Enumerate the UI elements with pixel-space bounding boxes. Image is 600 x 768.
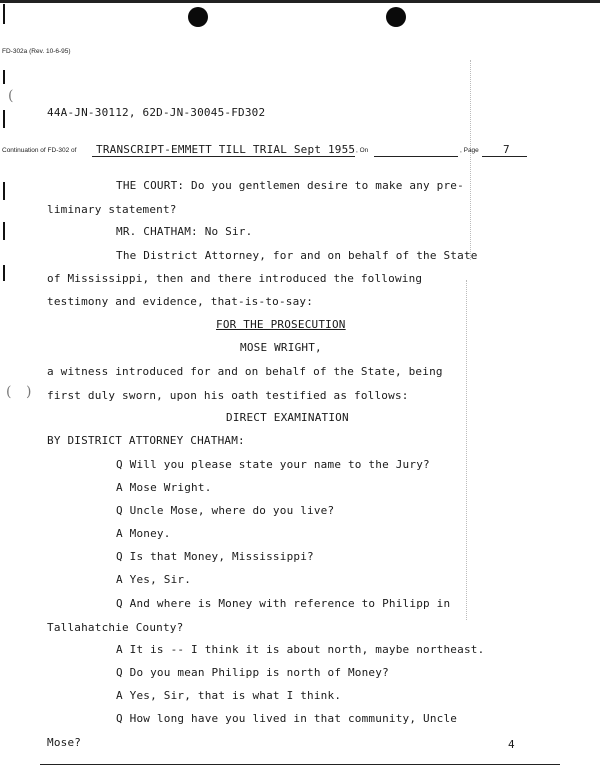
answer-line: A Yes, Sir. [116,573,192,586]
section-heading: FOR THE PROSECUTION [216,318,346,331]
punch-hole-left [188,7,208,27]
answer-line: A Yes, Sir, that is what I think. [116,689,342,702]
question-line: Q Will you please state your name to the Jury? [116,458,430,471]
answer-line: A Money. [116,527,171,540]
text-line: a witness introduced for and on behalf of the State, being [47,365,443,378]
examination-heading: DIRECT EXAMINATION [226,411,349,424]
header-page-number: 7 [503,143,510,156]
text-line: testimony and evidence, that-is-to-say: [47,295,314,308]
question-line: Q How long have you lived in that community, Uncle [116,712,458,725]
page-blank [482,156,527,157]
margin-mark [3,70,5,84]
transcript-page-number: 4 [508,738,515,751]
form-number: FD-302a (Rev. 10-6-95) [2,48,71,55]
text-line: MR. CHATHAM: No Sir. [116,225,253,238]
continuation-label: Continuation of FD-302 of [2,147,77,154]
on-label: , On [356,147,369,154]
punch-hole-right [386,7,406,27]
text-line: first duly sworn, upon his oath testified as follows: [47,389,409,402]
text-line: The District Attorney, for and on behalf of the State [116,249,478,262]
witness-name: MOSE WRIGHT, [240,341,322,354]
answer-line: A It is -- I think it is about north, maybe northeast. [116,643,485,656]
bottom-rule [40,764,560,765]
examiner-line: BY DISTRICT ATTORNEY CHATHAM: [47,434,245,447]
text-line: Tallahatchie County? [47,621,184,634]
stray-mark: ) [26,384,32,400]
text-line: THE COURT: Do you gentlemen desire to make any pre- [116,179,464,192]
margin-mark [3,265,5,281]
date-blank [374,156,458,157]
text-line: liminary statement? [47,203,177,216]
question-line: Q And where is Money with reference to Philipp in [116,597,451,610]
text-line: Mose? [47,736,82,749]
scan-artifact [470,60,472,260]
margin-mark [3,222,5,240]
margin-mark [3,110,5,128]
page-label: , Page [460,147,479,154]
continuation-title: TRANSCRIPT-EMMETT TILL TRIAL Sept 1955 [96,143,356,156]
margin-mark [3,182,5,200]
top-border [0,0,600,3]
scan-artifact [466,280,468,620]
stray-mark: ( [8,88,14,104]
file-numbers: 44A-JN-30112, 62D-JN-30045-FD302 [47,106,266,119]
question-line: Q Do you mean Philipp is north of Money? [116,666,389,679]
stray-mark: ( [6,384,12,400]
answer-line: A Mose Wright. [116,481,212,494]
title-underline [92,156,355,157]
margin-mark [3,4,5,24]
text-line: of Mississippi, then and there introduced the following [47,272,423,285]
question-line: Q Uncle Mose, where do you live? [116,504,335,517]
question-line: Q Is that Money, Mississippi? [116,550,314,563]
